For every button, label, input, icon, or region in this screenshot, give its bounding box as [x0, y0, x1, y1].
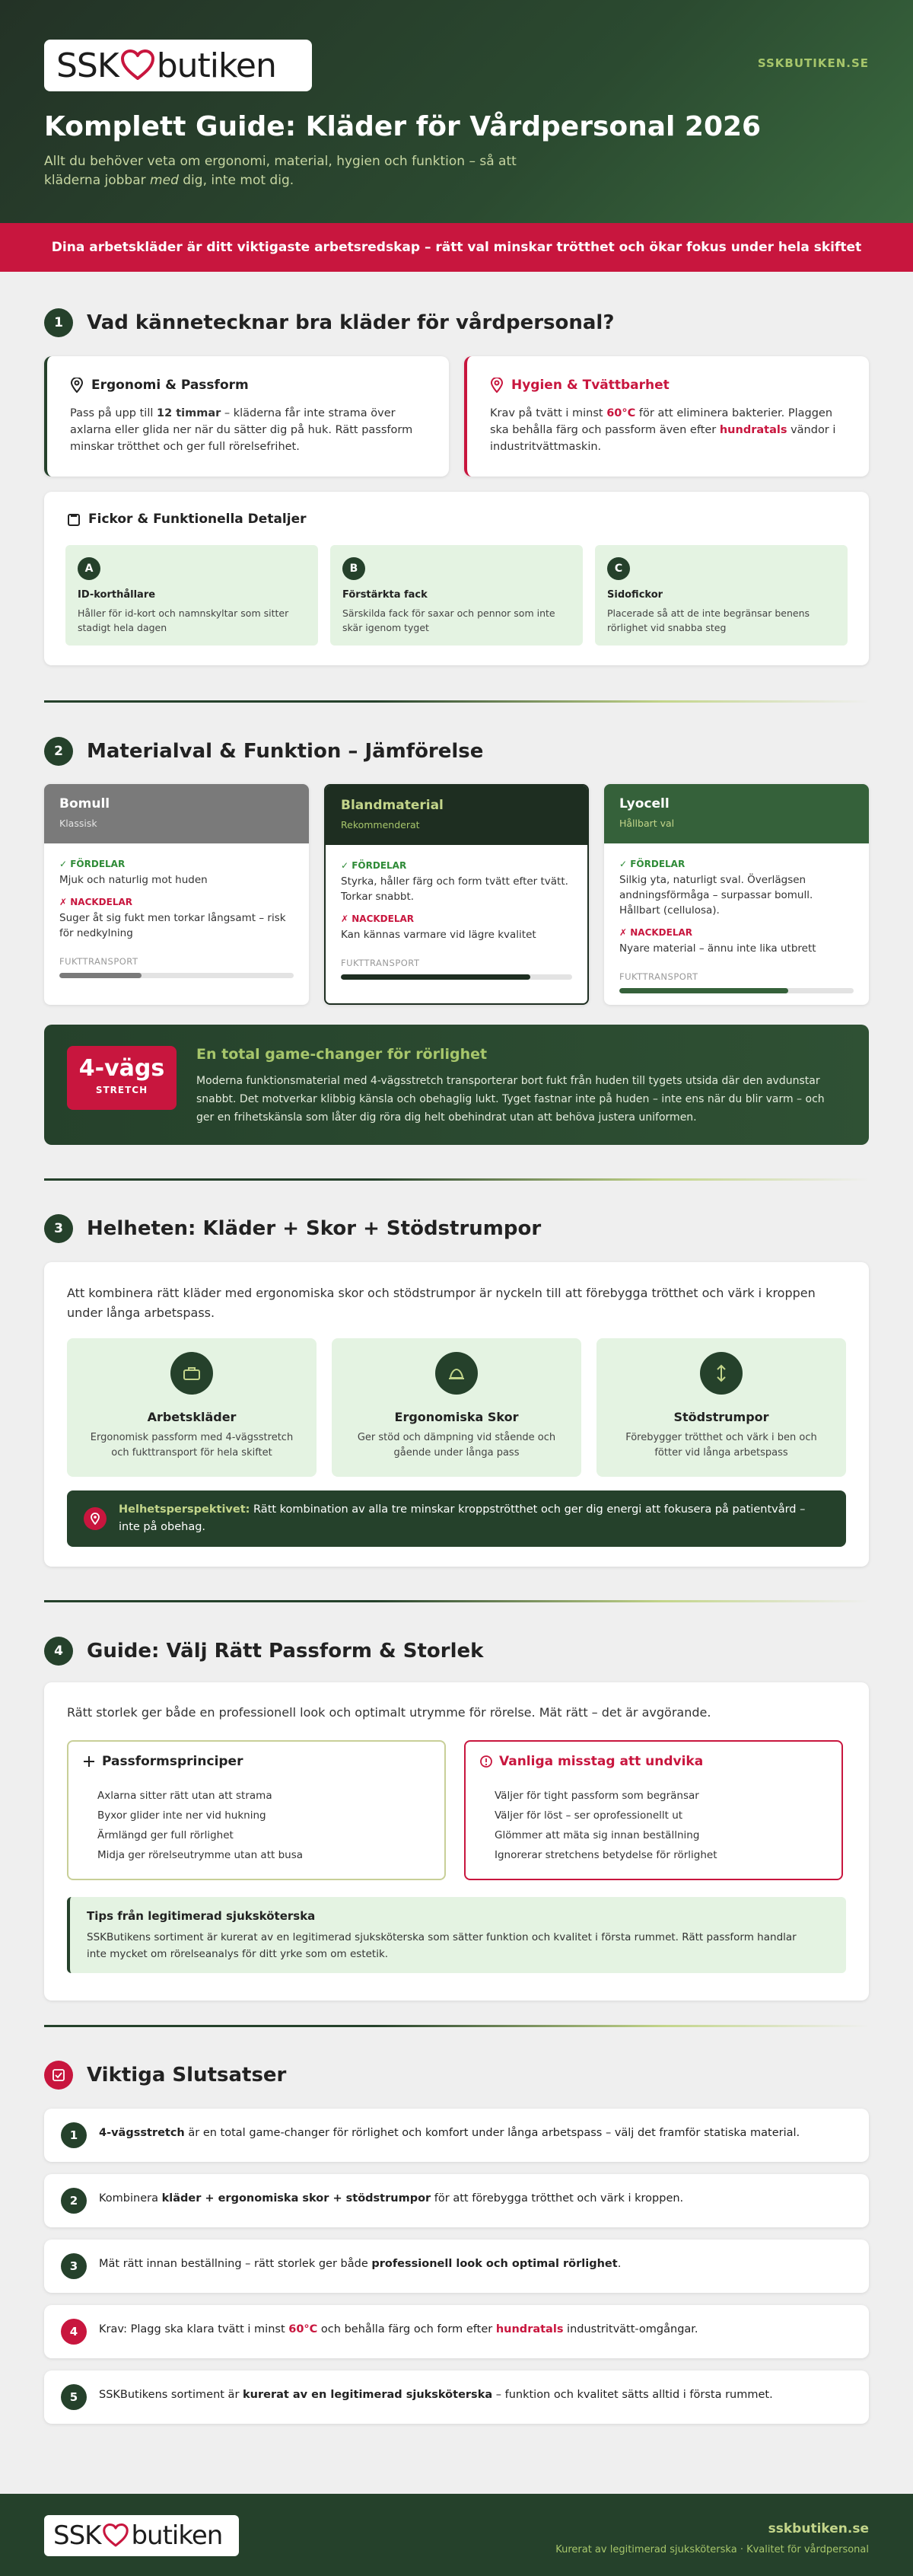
feature-box — [65, 545, 318, 646]
conclusion-text: Kombinera kläder + ergonomiska skor + stödstrumpor för att förebygga trötthet och värk i kroppen. — [99, 2192, 684, 2205]
cons-text: Nyare material – ännu inte lika utbrett — [619, 942, 816, 955]
cons-text: Kan kännas varmare vid lägre kvalitet — [341, 929, 536, 941]
section-3-title: 3 Helheten: Kläder + Skor + Stödstrumpor — [44, 1214, 541, 1243]
combo-desc: Förebygger trötthet och värk i ben och fötter vid långa arbetspass — [625, 1432, 817, 1459]
material-tag: Rekommenderat — [341, 819, 420, 831]
combo-box-clothes — [67, 1338, 317, 1477]
stretch-title: En total game-changer för rörlighet — [196, 1046, 488, 1063]
conclusion-number: 5 — [61, 2384, 87, 2410]
feature-badge: A — [78, 557, 100, 580]
section-number: 1 — [44, 308, 73, 337]
key-message-banner: Dina arbetskläder är ditt viktigaste arbetsredskap – rätt val minskar trötthet och ökar fokus under hela skiftet — [0, 223, 913, 272]
material-tag: Hållbart val — [619, 818, 675, 829]
page-title: Komplett Guide: Kläder för Vårdpersonal 2026 — [44, 111, 762, 142]
combo-box-socks — [596, 1338, 846, 1477]
logo[interactable] — [44, 40, 312, 91]
material-card-bomull — [44, 784, 309, 1005]
section-number: 3 — [44, 1214, 73, 1243]
combo-title: Ergonomiska Skor — [394, 1410, 519, 1424]
pros-text: Mjuk och naturlig mot huden — [59, 874, 208, 886]
hygien-card-title: Hygien & Tvättbarhet — [490, 378, 670, 393]
location-pin-icon — [70, 378, 84, 393]
conclusion-item — [44, 2305, 869, 2358]
stretch-text: Moderna funktionsmaterial med 4-vägsstretch transporterar bort fukt från huden till tygets utsida där den avdunstar snabbt. Det motverkar klibbig känsla och obehaglig lukt. Tyget fastnar inte på huden – inte ens när du blir varm – och ger en frihetskänsla som låter dig röra dig helt obehindrat utan att behöva justera uniformen. — [196, 1075, 825, 1124]
conclusion-item — [44, 2174, 869, 2227]
section-1-title: 1 Vad kännetecknar bra kläder för vårdpersonal? — [44, 308, 614, 337]
conclusion-item — [44, 2240, 869, 2293]
conclusion-item — [44, 2370, 869, 2424]
feature-box — [595, 545, 848, 646]
section-number: 4 — [44, 1637, 73, 1666]
hygien-card-text: Krav på tvätt i minst 60°C för att eliminera bakterier. Plaggen ska behålla färg och passform även efter hundratals vändor i industritvättmaskin. — [490, 407, 836, 453]
logo-text-ssk: SSK — [56, 46, 119, 85]
feature-title: Sidofickor — [607, 589, 663, 601]
combo-desc: Ergonomisk passform med 4-vägsstretch och fukttransport för hela skiftet — [90, 1432, 294, 1459]
pros-label: ✓ FÖRDELAR — [341, 860, 407, 871]
clothing-icon — [182, 1365, 202, 1382]
transport-fill — [59, 973, 142, 978]
footer-logo[interactable]: SSK butiken — [44, 2515, 239, 2556]
feature-badge: C — [607, 557, 630, 580]
vertical-arrows-icon — [713, 1363, 730, 1383]
section-divider — [44, 1600, 869, 1602]
section-divider — [44, 2025, 869, 2027]
page-header — [0, 0, 913, 223]
material-card-blandmaterial — [324, 784, 589, 1005]
material-name: Lyocell — [619, 796, 670, 811]
material-card-lyocell — [604, 784, 869, 1005]
footer-tagline: Kurerat av legitimerad sjuksköterska · Kvalitet för vårdpersonal — [555, 2544, 869, 2555]
ergonomi-card-title: Ergonomi & Passform — [70, 378, 249, 393]
combo-title: Stödstrumpor — [673, 1410, 769, 1424]
list-item: Ärmlängd ger full rörlighet — [97, 1829, 234, 1841]
footer-site-link[interactable]: sskbutiken.se — [768, 2521, 869, 2536]
list-item: Byxor glider inte ner vid hukning — [97, 1809, 266, 1822]
combo-title: Arbetskläder — [147, 1410, 237, 1424]
stretch-callout — [44, 1025, 869, 1145]
pros-label: ✓ FÖRDELAR — [619, 859, 686, 869]
transport-label: FUKTTRANSPORT — [341, 958, 420, 968]
cons-label: ✗ NACKDELAR — [619, 927, 692, 938]
nurse-tips-title: Tips från legitimerad sjuksköterska — [87, 1909, 316, 1923]
page-subtitle: Allt du behöver veta om ergonomi, material, hygien och funktion – så att kläderna jobbar med dig, inte mot dig. — [44, 154, 517, 188]
stretch-badge: 4-vägs STRETCH — [67, 1046, 177, 1110]
ergonomi-card — [44, 356, 449, 477]
mistakes-title: Vanliga misstag att undvika — [479, 1754, 703, 1769]
warning-circle-icon — [479, 1755, 493, 1768]
conclusion-item — [44, 2109, 869, 2162]
conclusion-number: 2 — [61, 2188, 87, 2214]
transport-label: FUKTTRANSPORT — [59, 956, 138, 967]
hygien-card — [464, 356, 869, 477]
fit-principles-title: Passformsprinciper — [82, 1754, 243, 1769]
helhet-perspective — [67, 1490, 846, 1547]
conclusion-text: Mät rätt innan beställning – rätt storlek ger både professionell look och optimal rörlighet. — [99, 2258, 622, 2270]
section-divider — [44, 700, 869, 703]
material-name: Bomull — [59, 796, 110, 811]
clipboard-icon — [67, 512, 81, 526]
conclusion-number: 3 — [61, 2253, 87, 2279]
fit-principles-box — [67, 1740, 446, 1880]
transport-label: FUKTTRANSPORT — [619, 971, 698, 982]
pros-label: ✓ FÖRDELAR — [59, 859, 126, 869]
pros-text: Silkig yta, naturligt sval. Överlägsen andningsförmåga – surpassar bomull. Hållbart (cellulosa). — [619, 874, 813, 917]
feature-title: Förstärkta fack — [342, 589, 428, 601]
mistakes-box — [464, 1740, 843, 1880]
material-tag: Klassisk — [59, 818, 97, 829]
page-footer — [0, 2494, 913, 2576]
feature-badge: B — [342, 557, 365, 580]
feature-box — [330, 545, 583, 646]
material-name: Blandmaterial — [341, 798, 444, 813]
transport-bar — [341, 974, 572, 980]
helhet-card — [44, 1262, 869, 1567]
transport-fill — [341, 974, 530, 980]
conclusion-number: 1 — [61, 2122, 87, 2148]
conclusion-number: 4 — [61, 2319, 87, 2345]
checklist-icon — [44, 2061, 73, 2090]
heart-icon — [120, 49, 155, 81]
nurse-tips-box — [67, 1897, 846, 1973]
list-item: Midja ger rörelseutrymme utan att busa — [97, 1849, 303, 1861]
list-item: Glömmer att mäta sig innan beställning — [495, 1829, 700, 1841]
plus-icon — [82, 1755, 96, 1768]
transport-bar — [619, 988, 854, 993]
list-item: Ignorerar stretchens betydelse för rörlighet — [495, 1849, 717, 1861]
material-header — [604, 784, 869, 843]
helhet-intro: Att kombinera rätt kläder med ergonomiska skor och stödstrumpor är nyckeln till att förebygga trötthet och värk i kroppen under långa arbetspass. — [67, 1286, 816, 1320]
ergonomi-card-text: Pass på upp till 12 timmar – kläderna får inte strama över axlarna eller glida ner när du sätter dig på huk. Rätt passform minskar trötthet och ger full rörelsefrihet. — [70, 407, 413, 453]
heart-icon — [102, 2523, 129, 2548]
transport-fill — [619, 988, 788, 993]
list-item: Axlarna sitter rätt utan att strama — [97, 1790, 272, 1802]
size-guide-intro: Rätt storlek ger både en professionell look och optimalt utrymme för rörelse. Mät rätt – det är avgörande. — [67, 1705, 711, 1720]
combo-desc: Ger stöd och dämpning vid stående och gående under långa pass — [357, 1432, 556, 1459]
site-link[interactable]: SSKBUTIKEN.SE — [757, 56, 869, 70]
material-header — [326, 786, 587, 845]
section-2-title: 2 Materialval & Funktion – Jämförelse — [44, 737, 483, 766]
fickor-card — [44, 492, 869, 665]
section-number: 2 — [44, 737, 73, 766]
material-header — [44, 784, 309, 843]
mistakes-list — [495, 1786, 717, 1865]
combo-box-shoes — [332, 1338, 581, 1477]
section-5-title: Viktiga Slutsatser — [44, 2061, 286, 2090]
fit-principles-list — [97, 1786, 303, 1865]
conclusion-text: SSKButikens sortiment är kurerat av en legitimerad sjuksköterska – funktion och kvalitet sätts alltid i första rummet. — [99, 2389, 773, 2401]
section-divider — [44, 1178, 869, 1181]
location-pin-icon — [90, 1513, 100, 1525]
shoe-icon — [447, 1365, 466, 1382]
size-guide-card — [44, 1682, 869, 2001]
cons-text: Suger åt sig fukt men torkar långsamt – risk för nedkylning — [59, 912, 286, 939]
cons-label: ✗ NACKDELAR — [59, 897, 132, 907]
feature-desc: Håller för id-kort och namnskyltar som sitter stadigt hela dagen — [78, 607, 289, 633]
list-item: Väljer för löst – ser oprofessionellt ut — [495, 1809, 683, 1822]
feature-desc: Placerade så att de inte begränsar benens rörlighet vid snabba steg — [607, 607, 810, 633]
cons-label: ✗ NACKDELAR — [341, 913, 414, 924]
fickor-card-title: Fickor & Funktionella Detaljer — [67, 512, 307, 527]
location-pin-icon — [490, 378, 504, 393]
helhet-perspective-text: Helhetsperspektivet: Rätt kombination av alla tre minskar kroppströtthet och ger dig energi att fokusera på patientvård – inte på obehag. — [119, 1503, 806, 1533]
transport-bar — [59, 973, 294, 978]
nurse-tips-text: SSKButikens sortiment är kurerat av en legitimerad sjuksköterska som sätter funktion och kvalitet i första rummet. Rätt passform handlar inte mycket om rörelseanalys för ditt yrke som om estetik. — [87, 1931, 797, 1960]
section-4-title: 4 Guide: Välj Rätt Passform & Storlek — [44, 1637, 483, 1666]
list-item: Väljer för tight passform som begränsar — [495, 1790, 699, 1802]
pros-text: Styrka, håller färg och form tvätt efter tvätt. Torkar snabbt. — [341, 875, 568, 903]
conclusion-text: Krav: Plagg ska klara tvätt i minst 60°C och behålla färg och form efter hundratals industritvätt-omgångar. — [99, 2323, 698, 2335]
feature-title: ID-korthållare — [78, 589, 156, 601]
feature-desc: Särskilda fack för saxar och pennor som inte skär igenom tyget — [342, 607, 555, 633]
logo-text-butiken: butiken — [156, 46, 276, 85]
conclusion-text: 4-vägsstretch är en total game-changer för rörlighet och komfort under långa arbetspass – välj det framför statiska material. — [99, 2127, 800, 2139]
